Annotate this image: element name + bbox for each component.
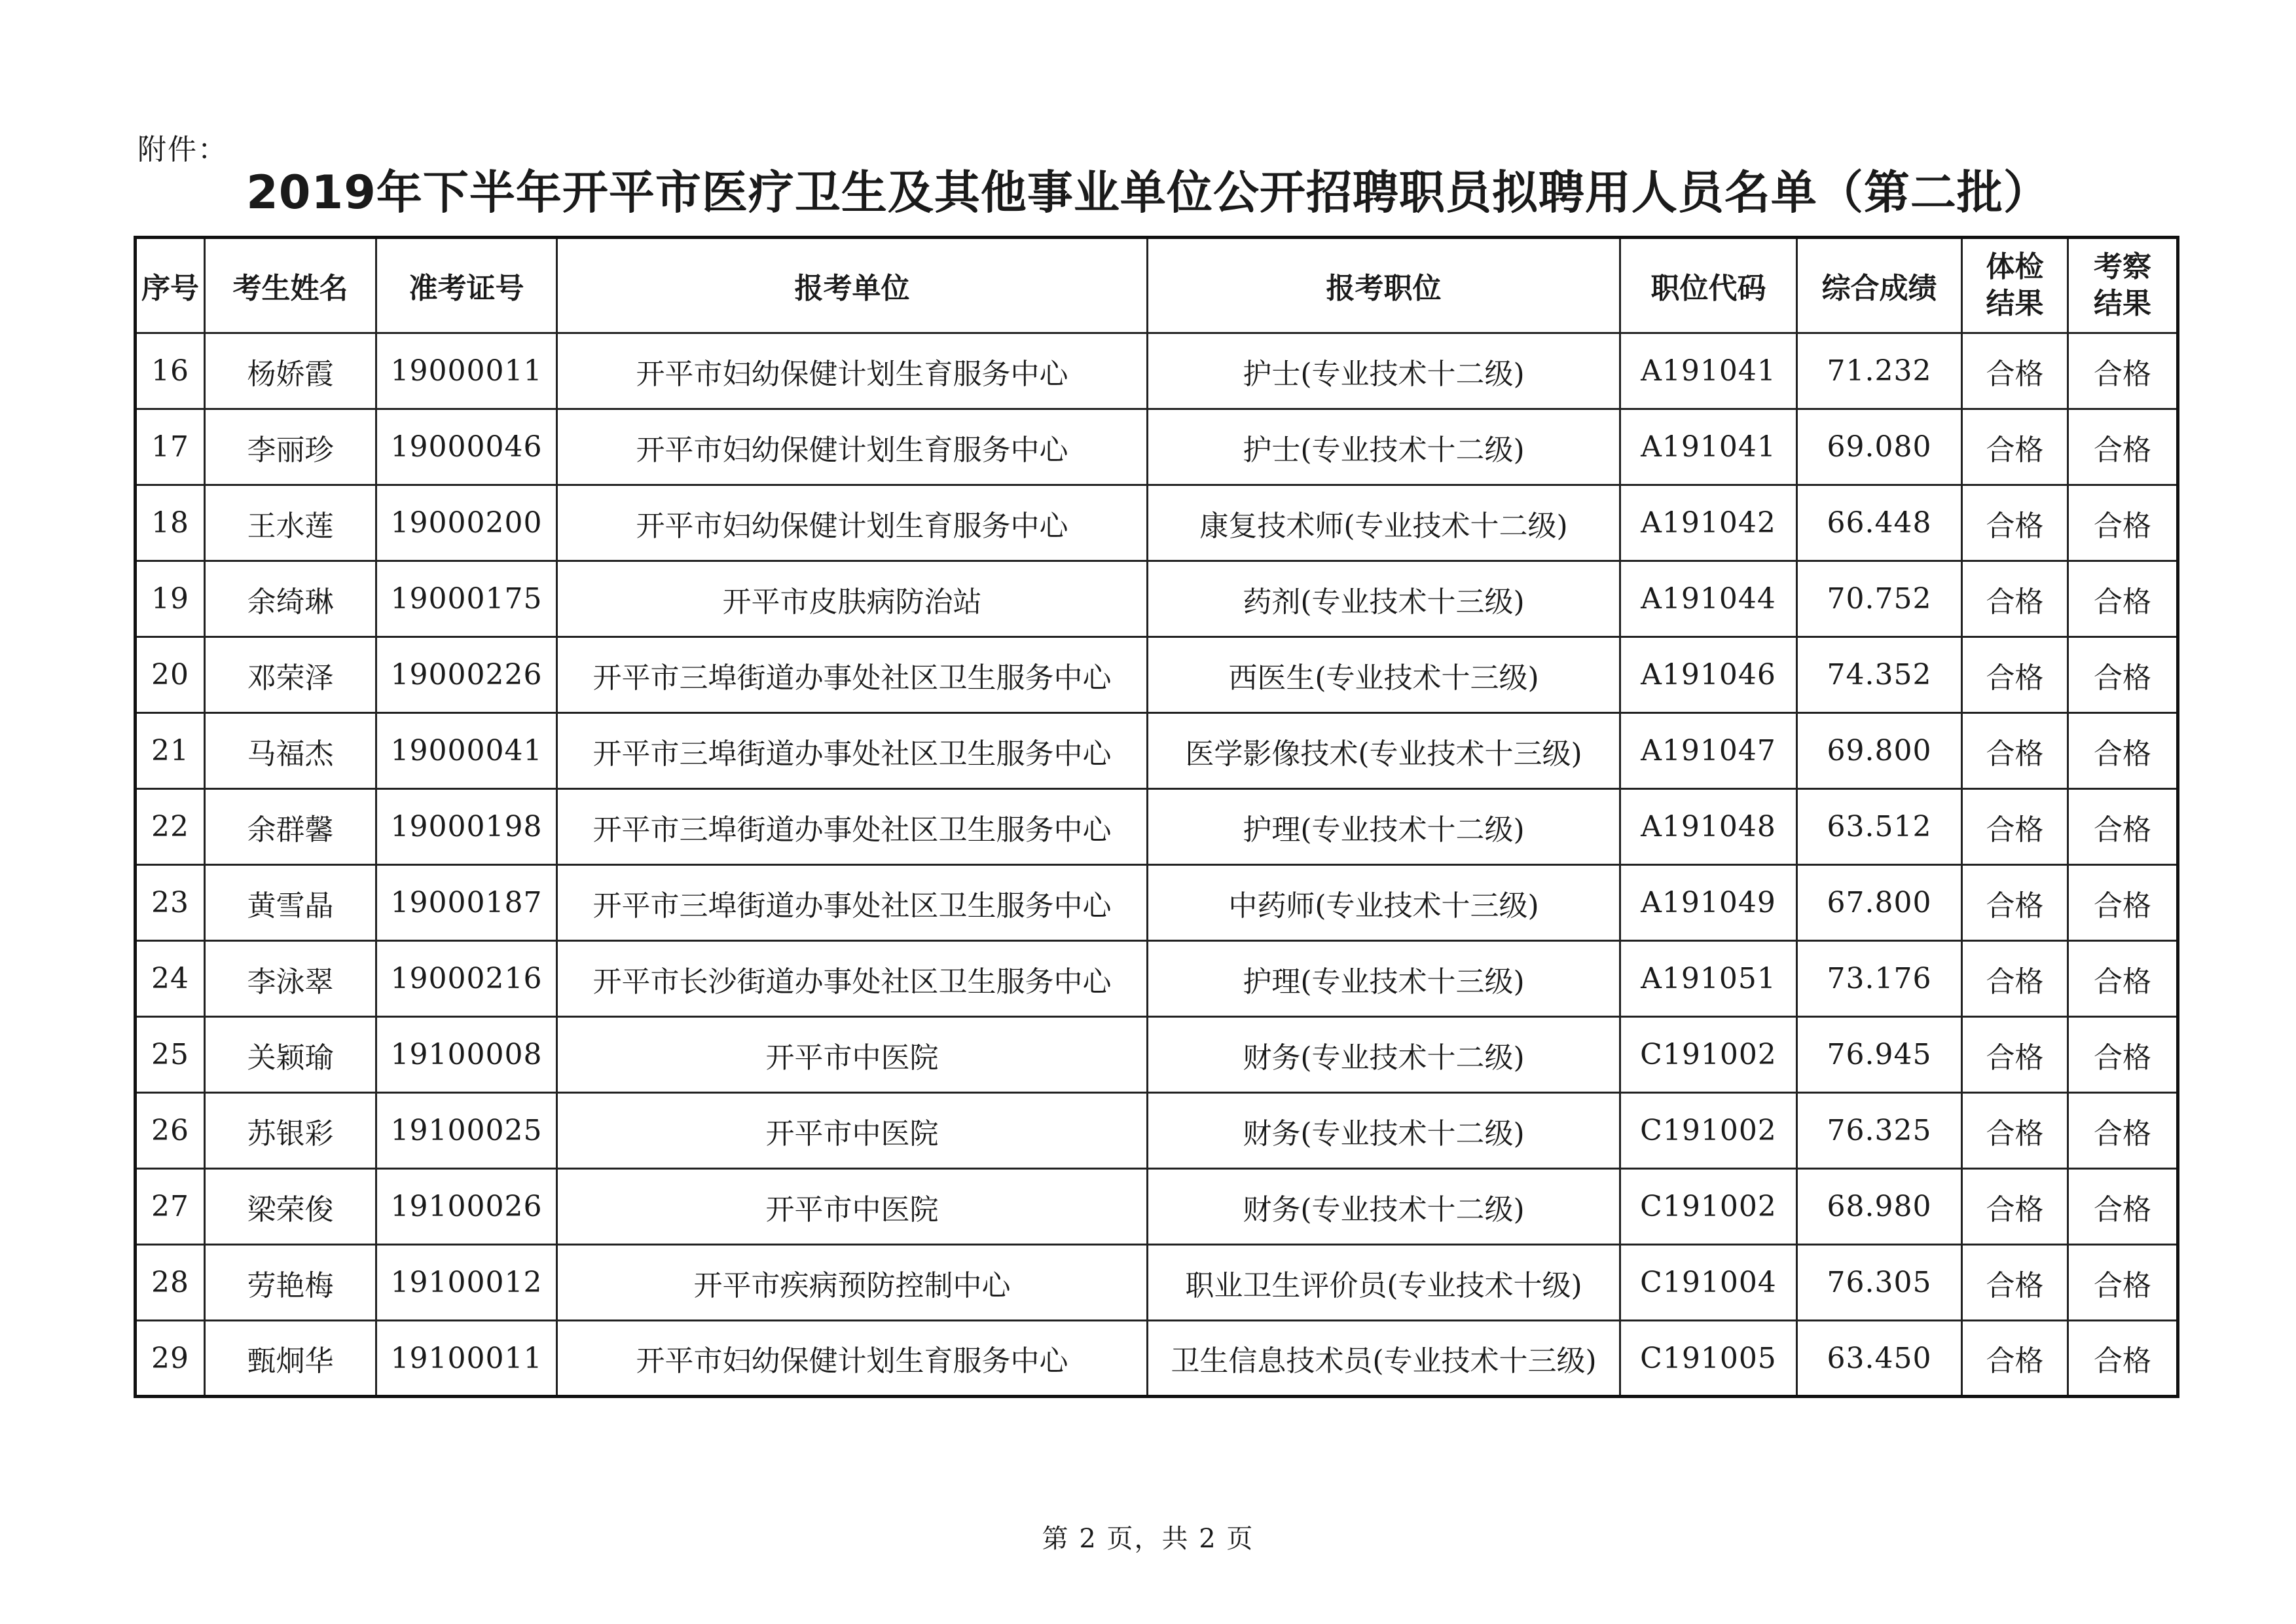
- medical-result: 合格: [1962, 789, 2068, 865]
- total-score: 63.512: [1797, 789, 1962, 865]
- table-body: [136, 333, 2178, 1397]
- row-index: 25: [136, 1017, 205, 1093]
- table-row: [136, 1169, 2178, 1245]
- table-row: [136, 865, 2178, 941]
- medical-result: 合格: [1962, 561, 2068, 637]
- exam-number: 19000011: [376, 333, 557, 409]
- row-index: 17: [136, 409, 205, 485]
- unit-name: 开平市中医院: [557, 1169, 1148, 1245]
- row-index: 16: [136, 333, 205, 409]
- attachment-label: 附件：: [137, 133, 228, 166]
- inspection-result: 合格: [2068, 789, 2178, 865]
- position-name: 医学影像技术(专业技术十三级): [1148, 713, 1620, 789]
- candidate-name: 余绮琳: [205, 561, 376, 637]
- candidate-name: 梁荣俊: [205, 1169, 376, 1245]
- exam-number: 19100008: [376, 1017, 557, 1093]
- table-header-row: [136, 238, 2178, 333]
- inspection-result: 合格: [2068, 1017, 2178, 1093]
- position-code: A191047: [1620, 713, 1797, 789]
- medical-result: 合格: [1962, 333, 2068, 409]
- position-code: A191041: [1620, 409, 1797, 485]
- exam-number: 19000175: [376, 561, 557, 637]
- medical-result: 合格: [1962, 865, 2068, 941]
- total-score: 76.305: [1797, 1245, 1962, 1321]
- exam-number: 19000200: [376, 485, 557, 561]
- inspection-result: 合格: [2068, 333, 2178, 409]
- exam-number: 19100025: [376, 1093, 557, 1169]
- unit-name: 开平市妇幼保健计划生育服务中心: [557, 485, 1148, 561]
- unit-name: 开平市三埠街道办事处社区卫生服务中心: [557, 865, 1148, 941]
- medical-result: 合格: [1962, 1017, 2068, 1093]
- exam-number: 19000216: [376, 941, 557, 1017]
- position-name: 护理(专业技术十三级): [1148, 941, 1620, 1017]
- exam-number: 19100012: [376, 1245, 557, 1321]
- unit-name: 开平市中医院: [557, 1017, 1148, 1093]
- inspection-result: 合格: [2068, 1245, 2178, 1321]
- inspection-result: 合格: [2068, 941, 2178, 1017]
- table-row: [136, 333, 2178, 409]
- total-score: 76.325: [1797, 1093, 1962, 1169]
- medical-result: 合格: [1962, 637, 2068, 713]
- inspection-result: 合格: [2068, 485, 2178, 561]
- inspection-result: 合格: [2068, 561, 2178, 637]
- inspection-result: 合格: [2068, 865, 2178, 941]
- medical-result: 合格: [1962, 409, 2068, 485]
- table-row: [136, 485, 2178, 561]
- exam-number: 19000187: [376, 865, 557, 941]
- table-row: [136, 1245, 2178, 1321]
- position-code: A191048: [1620, 789, 1797, 865]
- unit-name: 开平市皮肤病防治站: [557, 561, 1148, 637]
- row-index: 22: [136, 789, 205, 865]
- row-index: 24: [136, 941, 205, 1017]
- candidate-name: 王水莲: [205, 485, 376, 561]
- candidate-name: 余群馨: [205, 789, 376, 865]
- exam-number: 19000198: [376, 789, 557, 865]
- header-position-code: 职位代码: [1620, 238, 1797, 333]
- header-index: 序号: [136, 238, 205, 333]
- medical-result: 合格: [1962, 1093, 2068, 1169]
- medical-result: 合格: [1962, 1245, 2068, 1321]
- position-code: C191005: [1620, 1321, 1797, 1397]
- medical-result: 合格: [1962, 1169, 2068, 1245]
- total-score: 74.352: [1797, 637, 1962, 713]
- position-code: C191002: [1620, 1093, 1797, 1169]
- row-index: 21: [136, 713, 205, 789]
- total-score: 63.450: [1797, 1321, 1962, 1397]
- unit-name: 开平市妇幼保健计划生育服务中心: [557, 409, 1148, 485]
- unit-name: 开平市妇幼保健计划生育服务中心: [557, 333, 1148, 409]
- table-row: [136, 789, 2178, 865]
- position-name: 护士(专业技术十二级): [1148, 409, 1620, 485]
- total-score: 71.232: [1797, 333, 1962, 409]
- header-medical-result: 体检 结果: [1962, 238, 2068, 333]
- position-name: 药剂(专业技术十三级): [1148, 561, 1620, 637]
- medical-result: 合格: [1962, 941, 2068, 1017]
- unit-name: 开平市三埠街道办事处社区卫生服务中心: [557, 713, 1148, 789]
- header-unit: 报考单位: [557, 238, 1148, 333]
- header-exam-number: 准考证号: [376, 238, 557, 333]
- position-code: A191044: [1620, 561, 1797, 637]
- inspection-result: 合格: [2068, 409, 2178, 485]
- total-score: 66.448: [1797, 485, 1962, 561]
- candidate-name: 李泳翠: [205, 941, 376, 1017]
- total-score: 76.945: [1797, 1017, 1962, 1093]
- position-name: 康复技术师(专业技术十二级): [1148, 485, 1620, 561]
- row-index: 19: [136, 561, 205, 637]
- unit-name: 开平市疾病预防控制中心: [557, 1245, 1148, 1321]
- inspection-result: 合格: [2068, 1169, 2178, 1245]
- exam-number: 19000041: [376, 713, 557, 789]
- results-table: [134, 236, 2179, 1398]
- position-code: C191002: [1620, 1169, 1797, 1245]
- document-title: 2019年下半年开平市医疗卫生及其他事业单位公开招聘职员拟聘用人员名单（第二批）: [246, 166, 2050, 219]
- unit-name: 开平市长沙街道办事处社区卫生服务中心: [557, 941, 1148, 1017]
- header-position: 报考职位: [1148, 238, 1620, 333]
- position-name: 护士(专业技术十二级): [1148, 333, 1620, 409]
- medical-result: 合格: [1962, 485, 2068, 561]
- candidate-name: 黄雪晶: [205, 865, 376, 941]
- position-name: 财务(专业技术十二级): [1148, 1017, 1620, 1093]
- position-code: C191002: [1620, 1017, 1797, 1093]
- candidate-name: 杨娇霞: [205, 333, 376, 409]
- inspection-result: 合格: [2068, 637, 2178, 713]
- unit-name: 开平市三埠街道办事处社区卫生服务中心: [557, 789, 1148, 865]
- total-score: 73.176: [1797, 941, 1962, 1017]
- header-inspection-result: 考察 结果: [2068, 238, 2178, 333]
- header-name: 考生姓名: [205, 238, 376, 333]
- inspection-result: 合格: [2068, 1321, 2178, 1397]
- table-row: [136, 409, 2178, 485]
- table-row: [136, 1093, 2178, 1169]
- position-code: A191049: [1620, 865, 1797, 941]
- row-index: 26: [136, 1093, 205, 1169]
- unit-name: 开平市妇幼保健计划生育服务中心: [557, 1321, 1148, 1397]
- inspection-result: 合格: [2068, 713, 2178, 789]
- candidate-name: 李丽珍: [205, 409, 376, 485]
- candidate-name: 劳艳梅: [205, 1245, 376, 1321]
- position-name: 中药师(专业技术十三级): [1148, 865, 1620, 941]
- table-row: [136, 713, 2178, 789]
- candidate-name: 邓荣泽: [205, 637, 376, 713]
- table-row: [136, 637, 2178, 713]
- exam-number: 19000226: [376, 637, 557, 713]
- row-index: 18: [136, 485, 205, 561]
- total-score: 68.980: [1797, 1169, 1962, 1245]
- medical-result: 合格: [1962, 1321, 2068, 1397]
- inspection-result: 合格: [2068, 1093, 2178, 1169]
- total-score: 67.800: [1797, 865, 1962, 941]
- position-name: 财务(专业技术十二级): [1148, 1093, 1620, 1169]
- position-name: 卫生信息技术员(专业技术十三级): [1148, 1321, 1620, 1397]
- table-row: [136, 561, 2178, 637]
- exam-number: 19000046: [376, 409, 557, 485]
- candidate-name: 苏银彩: [205, 1093, 376, 1169]
- position-code: A191042: [1620, 485, 1797, 561]
- unit-name: 开平市三埠街道办事处社区卫生服务中心: [557, 637, 1148, 713]
- total-score: 70.752: [1797, 561, 1962, 637]
- position-code: C191004: [1620, 1245, 1797, 1321]
- table-row: [136, 1017, 2178, 1093]
- position-code: A191051: [1620, 941, 1797, 1017]
- total-score: 69.080: [1797, 409, 1962, 485]
- unit-name: 开平市中医院: [557, 1093, 1148, 1169]
- candidate-name: 关颖瑜: [205, 1017, 376, 1093]
- row-index: 23: [136, 865, 205, 941]
- exam-number: 19100011: [376, 1321, 557, 1397]
- position-name: 职业卫生评价员(专业技术十级): [1148, 1245, 1620, 1321]
- row-index: 20: [136, 637, 205, 713]
- candidate-name: 甄炯华: [205, 1321, 376, 1397]
- position-name: 护理(专业技术十二级): [1148, 789, 1620, 865]
- position-name: 财务(专业技术十二级): [1148, 1169, 1620, 1245]
- position-code: A191046: [1620, 637, 1797, 713]
- total-score: 69.800: [1797, 713, 1962, 789]
- position-name: 西医生(专业技术十三级): [1148, 637, 1620, 713]
- candidate-name: 马福杰: [205, 713, 376, 789]
- row-index: 28: [136, 1245, 205, 1321]
- page-footer: 第 2 页，共 2 页: [1042, 1524, 1254, 1554]
- table-row: [136, 941, 2178, 1017]
- position-code: A191041: [1620, 333, 1797, 409]
- medical-result: 合格: [1962, 713, 2068, 789]
- header-score: 综合成绩: [1797, 238, 1962, 333]
- row-index: 29: [136, 1321, 205, 1397]
- table-row: [136, 1321, 2178, 1397]
- exam-number: 19100026: [376, 1169, 557, 1245]
- row-index: 27: [136, 1169, 205, 1245]
